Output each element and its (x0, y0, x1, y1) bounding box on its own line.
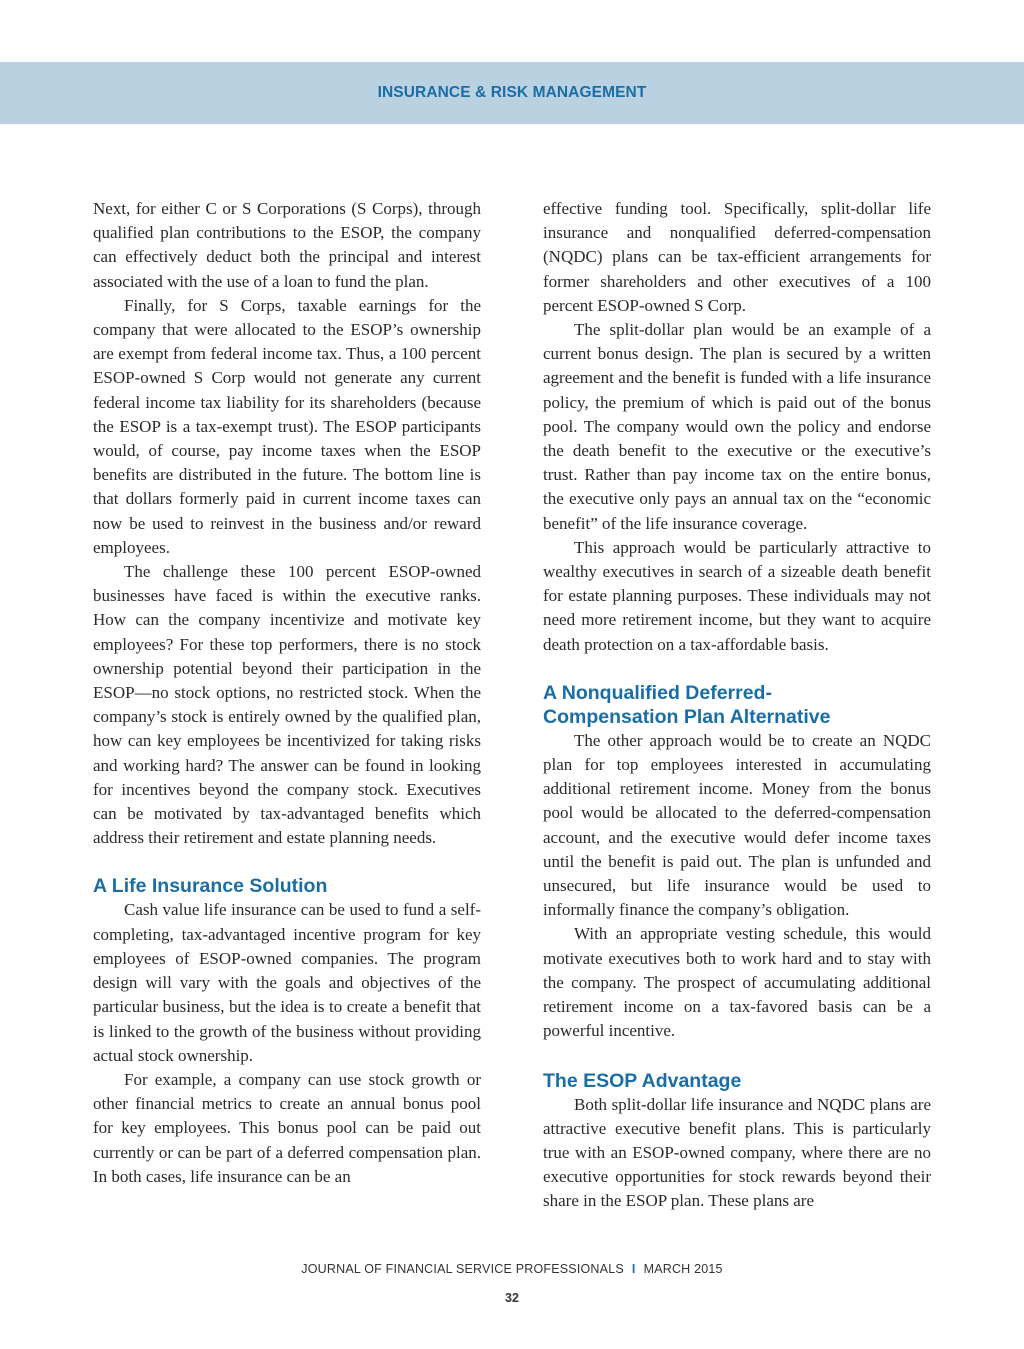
section-title: INSURANCE & RISK MANAGEMENT (377, 84, 647, 101)
heading-line: A Nonqualified Deferred- (543, 681, 772, 704)
right-column (543, 197, 931, 1214)
footer-separator: I (631, 1262, 636, 1276)
journal-name: JOURNAL OF FINANCIAL SERVICE PROFESSIONALS (301, 1262, 624, 1276)
body-paragraph: The challenge these 100 percent ESOP-owned businesses have faced is within the executive ranks. How can the company incentivize and motivate key employees? For these top performers, there is no stock ownership potential beyond their participation in the ESOP—no stock options, no restricted stock. When the company’s stock is entirely owned by the qualified plan, how can key employees be incentivized for taking risks and working hard? The answer can be found in looking for incentives beyond the company stock. Executives can be motivated by tax-advantaged benefits which address their retirement and estate planning needs. (93, 562, 481, 848)
body-paragraph: For example, a company can use stock growth or other financial metrics to create an annual bonus pool for key employees. This bonus pool can be paid out currently or can be part of a deferred compensation plan. In both cases, life insurance can be an (93, 1069, 481, 1186)
issue-date: MARCH 2015 (643, 1262, 723, 1276)
body-paragraph: With an appropriate vesting schedule, this would motivate executives both to work hard and to stay with the company. The prospect of accumulating additional retirement income on a tax-favored basis can be a powerful incentive. (543, 924, 931, 1041)
heading-line: Compensation Plan Alternative (543, 705, 831, 728)
body-paragraph: Both split-dollar life insurance and NQDC plans are attractive executive benefit plans. This is particularly true with an ESOP-owned company, where there are no executive opportunities for stock rewards beyond their share in the ESOP plan. These plans are (543, 1094, 931, 1211)
body-paragraph: This approach would be particularly attractive to wealthy executives in search of a sizeable death benefit for estate planning purposes. These individuals may not need more retirement income, but they want to acquire death protection on a tax-affordable basis. (543, 537, 931, 654)
body-paragraph: The split-dollar plan would be an example of a current bonus design. The plan is secured by a written agreement and the benefit is funded with a life insurance policy, the premium of which is paid out of the bonus pool. The company would own the policy and endorse the death benefit to the executive or the executive’s trust. Rather than pay income tax on the entire bonus, the executive only pays an annual tax on the “economic benefit” of the life insurance coverage. (543, 320, 931, 533)
page-footer (0, 1262, 1024, 1276)
section-header-banner (0, 62, 1024, 124)
page-number: 32 (505, 1291, 519, 1305)
body-paragraph: Cash value life insurance can be used to fund a self-completing, tax-advantaged incentive program for key employees of ESOP-owned companies. The program design will vary with the goals and objectives of the particular business, but the idea is to create a benefit that is linked to the growth of the business without providing actual stock ownership. (93, 900, 481, 1065)
section-heading-life-insurance: A Life Insurance Solution (93, 875, 328, 898)
section-heading-esop-advantage: The ESOP Advantage (543, 1069, 742, 1092)
body-paragraph: Next, for either C or S Corporations (S Corps), through qualified plan contributions to the ESOP, the company can effectively deduct both the principal and interest associated with the use of a loan to fund the plan. (93, 199, 481, 291)
section-heading-nqdc (543, 681, 931, 729)
body-paragraph: effective funding tool. Specifically, split-dollar life insurance and nonqualified deferred-compensation (NQDC) plans can be tax-efficient arrangements for former shareholders and other executives of a 100 percent ESOP-owned S Corp. (543, 199, 931, 315)
left-column (93, 197, 481, 1189)
body-paragraph: Finally, for S Corps, taxable earnings for the company that were allocated to the ESOP’s ownership are exempt from federal income tax. Thus, a 100 percent ESOP-owned S Corp would not generate any current federal income tax liability for its shareholders (because the ESOP is a tax-exempt trust). The ESOP participants would, of course, pay income taxes when the ESOP benefits are distributed in the future. The bottom line is that dollars formerly paid in current income taxes can now be used to reinvest in the business and/or reward employees. (93, 295, 481, 557)
body-paragraph: The other approach would be to create an NQDC plan for top employees interested in accumulating additional retirement income. Money from the bonus pool would be allocated to the deferred-compensation account, and the executive would defer income taxes until the benefit is paid out. The plan is unfunded and unsecured, but life insurance would be used to informally finance the company’s obligation. (543, 730, 931, 920)
